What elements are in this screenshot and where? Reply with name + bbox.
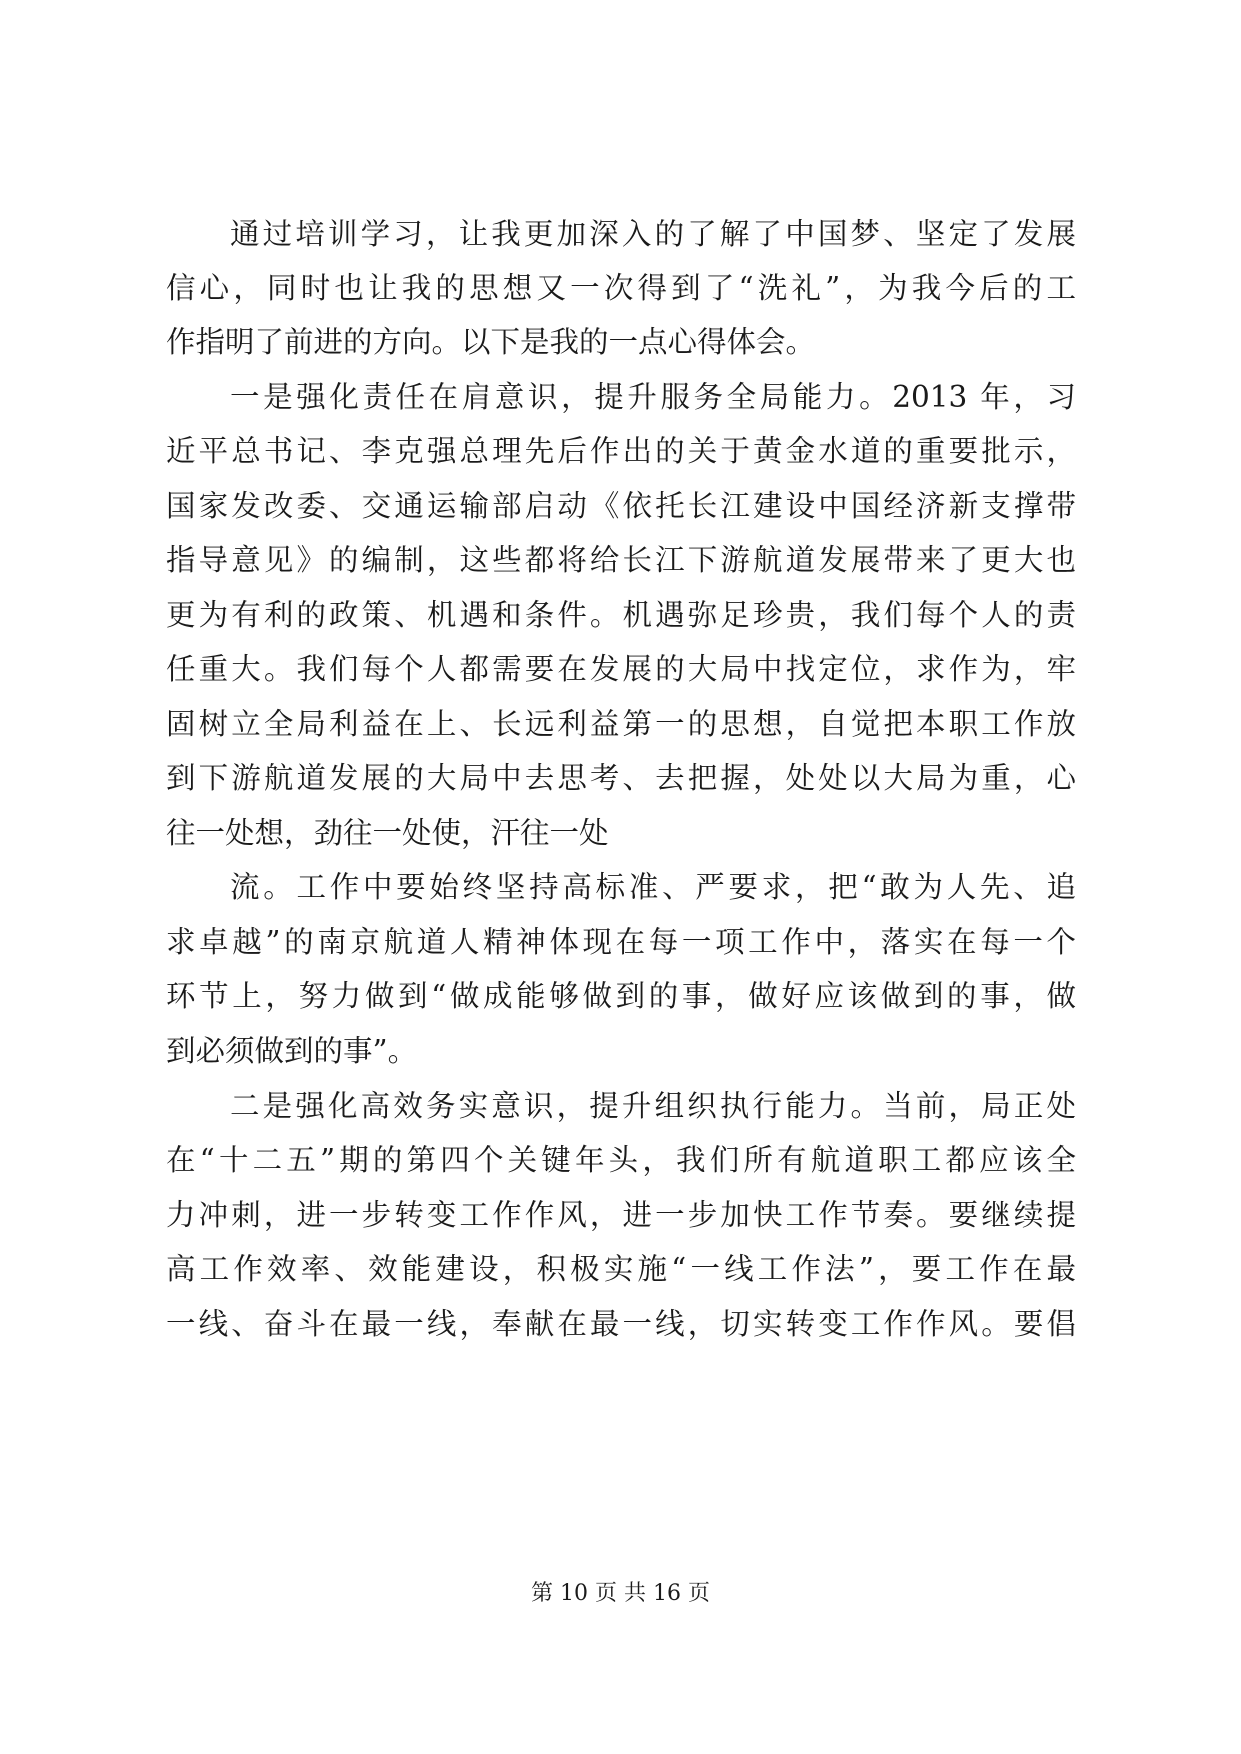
- paragraph-2-line-6: 任重大。我们每个人都需要在发展的大局中找定位，求作为，牢: [166, 652, 1076, 686]
- paragraph-4-line-2: 在“十二五”期的第四个关键年头，我们所有航道职工都应该全: [166, 1143, 1076, 1177]
- paragraph-1-line-3: 作指明了前进的方向。以下是我的一点心得体会。: [166, 325, 816, 359]
- paragraph-4-line-5: 一线、奋斗在最一线，奉献在最一线，切实转变工作作风。要倡: [166, 1307, 1076, 1341]
- paragraph-3-line-4: 到必须做到的事”。: [166, 1034, 418, 1068]
- paragraph-2-line-8: 到下游航道发展的大局中去思考、去把握，处处以大局为重，心: [166, 761, 1076, 795]
- paragraph-2-line-7: 固树立全局利益在上、长远利益第一的思想，自觉把本职工作放: [166, 707, 1076, 741]
- paragraph-2-line-1: 一是强化责任在肩意识，提升服务全局能力。2013 年，习: [230, 380, 1076, 414]
- paragraph-3-line-1: 流。工作中要始终坚持高标准、严要求，把“敢为人先、追: [230, 870, 1076, 904]
- page-footer: 第 10 页 共 16 页: [531, 1581, 710, 1606]
- paragraph-4-line-1: 二是强化高效务实意识，提升组织执行能力。当前，局正处: [230, 1089, 1076, 1123]
- paragraph-2-line-9: 往一处想，劲往一处使，汗往一处: [166, 816, 609, 850]
- paragraph-4-line-4: 高工作效率、效能建设，积极实施“一线工作法”，要工作在最: [166, 1252, 1076, 1286]
- paragraph-3-line-2: 求卓越”的南京航道人精神体现在每一项工作中，落实在每一个: [166, 925, 1076, 959]
- paragraph-2-line-4: 指导意见》的编制，这些都将给长江下游航道发展带来了更大也: [166, 543, 1076, 577]
- paragraph-1-line-1: 通过培训学习，让我更加深入的了解了中国梦、坚定了发展: [230, 217, 1076, 251]
- paragraph-3-line-3: 环节上，努力做到“做成能够做到的事，做好应该做到的事，做: [166, 979, 1076, 1013]
- paragraph-2-line-2: 近平总书记、李克强总理先后作出的关于黄金水道的重要批示，: [166, 434, 1076, 468]
- paragraph-4-line-3: 力冲刺，进一步转变工作作风，进一步加快工作节奏。要继续提: [166, 1198, 1076, 1232]
- paragraph-2-line-3: 国家发改委、交通运输部启动《依托长江建设中国经济新支撑带: [166, 489, 1076, 523]
- paragraph-2-line-5: 更为有利的政策、机遇和条件。机遇弥足珍贵，我们每个人的责: [166, 598, 1076, 632]
- paragraph-1-line-2: 信心，同时也让我的思想又一次得到了“洗礼”，为我今后的工: [166, 271, 1076, 305]
